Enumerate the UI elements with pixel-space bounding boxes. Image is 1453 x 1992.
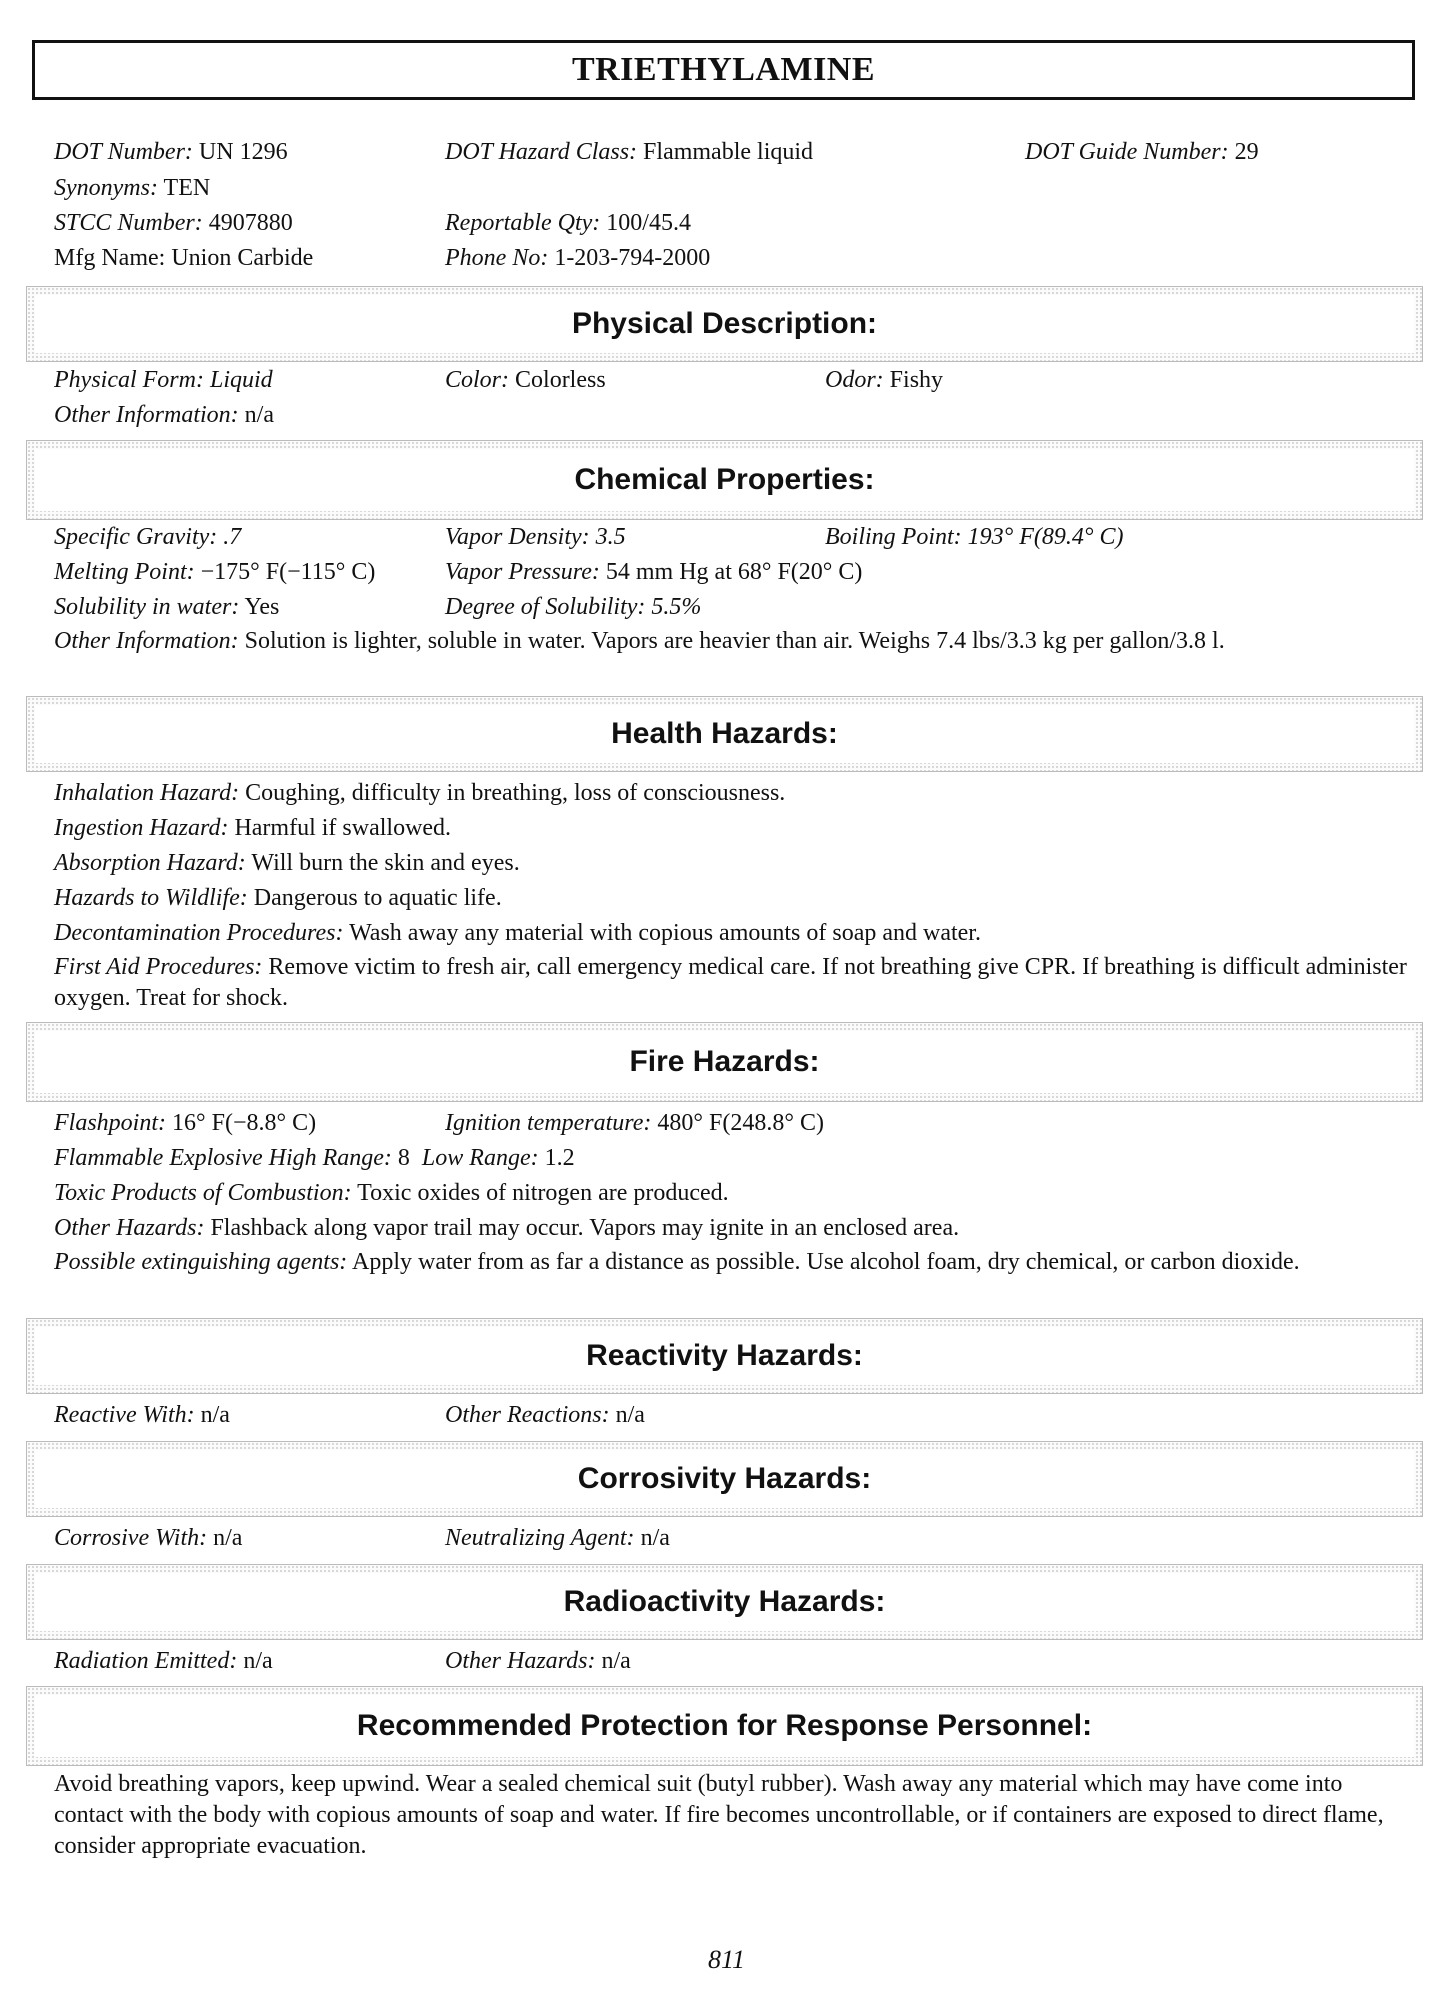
color-value: Colorless — [515, 367, 606, 393]
color-row — [445, 364, 606, 396]
other-reactions-row — [445, 1399, 645, 1431]
first-aid-value: Remove victim to fresh air, call emergency medical care. If not breathing give CPR. If breathing is difficult administer oxygen. Treat for shock. — [54, 954, 1407, 1011]
extinguishing-value: Apply water from as far a distance as possible. Use alcohol foam, dry chemical, or carbon dioxide. — [351, 1249, 1300, 1275]
low-range-value: 1.2 — [544, 1145, 575, 1171]
explosive-range-row — [54, 1142, 575, 1174]
boiling-point-label: Boiling Point: 193° F(89.4° C) — [825, 524, 1124, 550]
corrosivity-section-band — [26, 1441, 1423, 1517]
decontamination-value: Wash away any material with copious amounts of soap and water. — [349, 920, 981, 946]
dot-guide-row — [1025, 136, 1259, 168]
melting-point-label: Melting Point: — [54, 559, 195, 585]
absorption-row — [54, 847, 520, 879]
phone-row — [445, 242, 710, 274]
low-range-label: Low Range: — [421, 1145, 539, 1171]
toxic-products-value: Toxic oxides of nitrogen are produced. — [357, 1180, 729, 1206]
synonyms-value: TEN — [163, 175, 211, 201]
specific-gravity-value: .7 — [223, 524, 242, 550]
radioactivity-other-value: n/a — [601, 1648, 631, 1674]
solubility-value: Yes — [244, 594, 280, 620]
neutralizing-agent-value: n/a — [640, 1525, 670, 1551]
fire-section-band — [26, 1022, 1423, 1102]
page-title: TRIETHYLAMINE — [571, 51, 876, 88]
synonyms-row — [54, 172, 210, 204]
dot-hazard-class-label: DOT Hazard Class: — [445, 139, 638, 165]
chemical-section-band — [26, 440, 1423, 520]
fire-other-label: Other Hazards: — [54, 1215, 205, 1241]
dot-number-row — [54, 136, 288, 168]
fire-other-value: Flashback along vapor trail may occur. Vapors may ignite in an enclosed area. — [210, 1215, 960, 1241]
extinguishing-row — [54, 1247, 1409, 1278]
reactivity-heading: Reactivity Hazards: — [586, 1339, 863, 1372]
radioactivity-other-row — [445, 1645, 631, 1677]
vapor-pressure-label: Vapor Pressure: — [445, 559, 600, 585]
physical-form-row — [54, 364, 273, 396]
chemical-heading: Chemical Properties: — [574, 463, 875, 496]
neutralizing-agent-row — [445, 1522, 670, 1554]
other-reactions-value: n/a — [615, 1402, 645, 1428]
reactive-with-row — [54, 1399, 230, 1431]
decontamination-label: Decontamination Procedures: — [54, 920, 344, 946]
color-label: Color: — [445, 367, 510, 393]
page-number: 811 — [707, 1945, 746, 1974]
ignition-value: 480° F(248.8° C) — [657, 1110, 824, 1136]
melting-point-value: −175° F(−115° C) — [200, 559, 376, 585]
melting-point-row — [54, 556, 375, 588]
dot-number-value: UN 1296 — [198, 139, 288, 165]
wildlife-row — [54, 882, 502, 914]
odor-row — [825, 364, 943, 396]
radiation-emitted-row — [54, 1645, 273, 1677]
radioactivity-section-band — [26, 1564, 1423, 1640]
chemical-other-value: Solution is lighter, soluble in water. Vapors are heavier than air. Weighs 7.4 lbs/3.3 kg per gallon/3.8 l. — [244, 628, 1225, 654]
dot-hazard-class-value: Flammable liquid — [643, 139, 814, 165]
specific-gravity-row — [54, 521, 241, 553]
stcc-value: 4907880 — [208, 210, 293, 236]
radiation-emitted-label: Radiation Emitted: — [54, 1648, 238, 1674]
stcc-row — [54, 207, 293, 239]
physical-section-band — [26, 286, 1423, 362]
radioactivity-other-label: Other Hazards: — [445, 1648, 596, 1674]
inhalation-value: Coughing, difficulty in breathing, loss of consciousness. — [245, 780, 786, 806]
reportable-row — [445, 207, 691, 239]
decontamination-row — [54, 917, 981, 949]
degree-of-solubility-row — [445, 591, 701, 623]
physical-other-value: n/a — [244, 402, 274, 428]
ingestion-value: Harmful if swallowed. — [234, 815, 452, 841]
specific-gravity-label: Specific Gravity: — [54, 524, 218, 550]
first-aid-label: First Aid Procedures: — [54, 954, 263, 980]
fire-heading: Fire Hazards: — [629, 1045, 820, 1078]
toxic-products-row — [54, 1177, 729, 1209]
ingestion-row — [54, 812, 451, 844]
protection-text: Avoid breathing vapors, keep upwind. Wear a sealed chemical suit (butyl rubber). Wash away any material which may have come into contact with the body with copious amounts of soap and water. If fire becomes uncontrollable, or if containers are exposed to direct flame, consider appropriate evacuation. — [54, 1771, 1384, 1859]
physical-form-label: Physical Form: Liquid — [54, 367, 273, 393]
corrosivity-heading: Corrosivity Hazards: — [577, 1462, 872, 1495]
other-reactions-label: Other Reactions: — [445, 1402, 610, 1428]
inhalation-row — [54, 777, 785, 809]
absorption-value: Will burn the skin and eyes. — [251, 850, 520, 876]
flashpoint-value: 16° F(−8.8° C) — [172, 1110, 317, 1136]
first-aid-row — [54, 952, 1409, 1014]
odor-value: Fishy — [889, 367, 944, 393]
dot-number-label: DOT Number: — [54, 139, 193, 165]
phone-value: 1-203-794-2000 — [554, 245, 711, 271]
synonyms-label: Synonyms: — [54, 175, 158, 201]
corrosive-with-label: Corrosive With: — [54, 1525, 208, 1551]
absorption-label: Absorption Hazard: — [54, 850, 246, 876]
boiling-point-row — [825, 521, 1124, 553]
physical-other-label: Other Information: — [54, 402, 239, 428]
chemical-other-info — [54, 626, 1409, 657]
dot-guide-label: DOT Guide Number: — [1025, 139, 1229, 165]
dot-guide-value: 29 — [1234, 139, 1259, 165]
vapor-density-row — [445, 521, 626, 553]
radioactivity-heading: Radioactivity Hazards: — [563, 1585, 886, 1618]
protection-heading: Recommended Protection for Response Personnel: — [356, 1709, 1093, 1742]
mfg-name-label: Mfg Name: — [54, 245, 166, 271]
wildlife-value: Dangerous to aquatic life. — [253, 885, 502, 911]
mfg-name-value: Union Carbide — [171, 245, 314, 271]
odor-label: Odor: — [825, 367, 884, 393]
fire-other-hazards-row — [54, 1212, 959, 1244]
reactivity-section-band — [26, 1318, 1423, 1394]
corrosive-with-value: n/a — [213, 1525, 243, 1551]
inhalation-label: Inhalation Hazard: — [54, 780, 240, 806]
ingestion-label: Ingestion Hazard: — [54, 815, 229, 841]
wildlife-label: Hazards to Wildlife: — [54, 885, 248, 911]
health-section-band — [26, 696, 1423, 772]
dot-hazard-class-row — [445, 136, 813, 168]
reactive-with-label: Reactive With: — [54, 1402, 195, 1428]
physical-heading: Physical Description: — [571, 307, 878, 340]
high-range-value: 8 — [397, 1145, 410, 1171]
ignition-row — [445, 1107, 824, 1139]
chemical-other-label: Other Information: — [54, 628, 239, 654]
mfg-name-row — [54, 242, 313, 274]
toxic-products-label: Toxic Products of Combustion: — [54, 1180, 352, 1206]
flashpoint-label: Flashpoint: — [54, 1110, 166, 1136]
vapor-density-label: Vapor Density: — [445, 524, 590, 550]
title-box — [32, 40, 1415, 100]
reportable-label: Reportable Qty: — [445, 210, 601, 236]
vapor-pressure-value: 54 mm Hg at 68° F(20° C) — [605, 559, 863, 585]
vapor-density-value: 3.5 — [595, 524, 626, 550]
flashpoint-row — [54, 1107, 316, 1139]
reportable-value: 100/45.4 — [606, 210, 691, 236]
vapor-pressure-row — [445, 556, 862, 588]
solubility-label: Solubility in water: — [54, 594, 240, 620]
degree-of-solubility-label: Degree of Solubility: 5.5% — [445, 594, 702, 620]
radiation-emitted-value: n/a — [243, 1648, 273, 1674]
neutralizing-agent-label: Neutralizing Agent: — [445, 1525, 635, 1551]
ignition-label: Ignition temperature: — [445, 1110, 652, 1136]
extinguishing-label: Possible extinguishing agents: — [54, 1249, 348, 1275]
health-heading: Health Hazards: — [611, 717, 838, 750]
solubility-row — [54, 591, 279, 623]
phone-label: Phone No: — [445, 245, 549, 271]
protection-section-band — [26, 1686, 1423, 1766]
stcc-label: STCC Number: — [54, 210, 203, 236]
corrosive-with-row — [54, 1522, 242, 1554]
reactive-with-value: n/a — [200, 1402, 230, 1428]
high-range-label: Flammable Explosive High Range: — [54, 1145, 392, 1171]
physical-other-row — [54, 399, 274, 431]
